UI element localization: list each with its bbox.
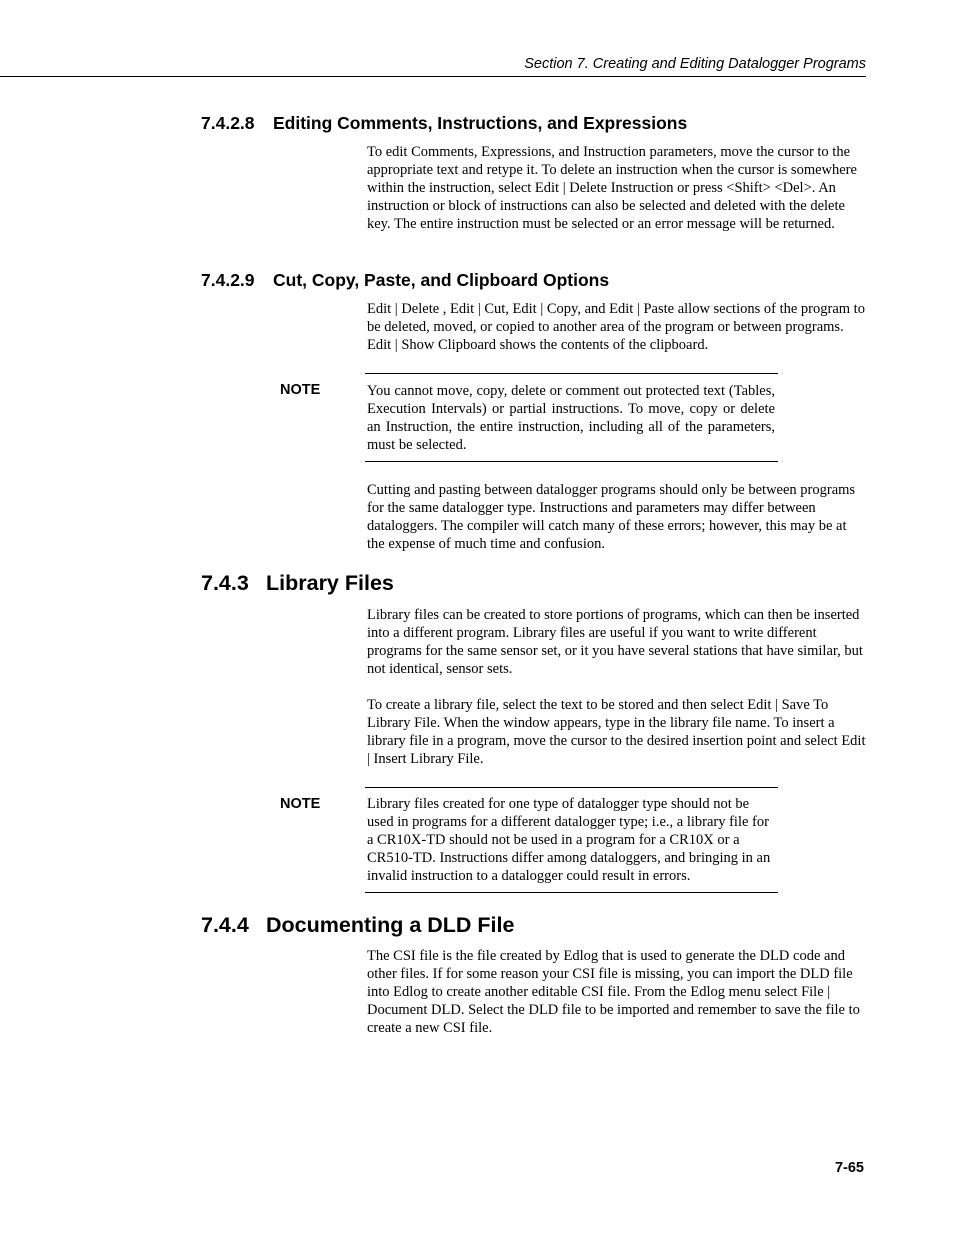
section-number: 7.4.2.8 <box>201 113 255 133</box>
heading-7-4-2-9 <box>201 270 609 291</box>
note-rule-bottom <box>365 461 778 462</box>
paragraph-library-intro: Library files can be created to store portions of programs, which can then be inserted into a different program. Library files are useful if you want to write different programs for the same sensor set, or it you have several stations that have similar, but not identical, sensor sets. <box>367 607 863 677</box>
section-title: Editing Comments, Instructions, and Expressions <box>273 113 688 133</box>
note-rule-top <box>365 787 778 788</box>
paragraph-editing: To edit Comments, Expressions, and Instruction parameters, move the cursor to the appropriate text and retype it. To delete an instruction when the cursor is somewhere within the instruction, select Edit | Delete Instruction or press <Shift> <Del>. An instruction or block of instructions can also be selected and deleted with the delete key. The entire instruction must be selected or an error message will be returned. <box>367 144 857 232</box>
note-rule-top <box>365 373 778 374</box>
page-number: 7-65 <box>834 1160 864 1176</box>
section-number: 7.4.2.9 <box>201 270 255 290</box>
paragraph-documenting-dld: The CSI file is the file created by Edlog that is used to generate the DLD code and other files. If for some reason your CSI file is missing, you can import the DLD file into Edlog to create another editable CSI file. From the Edlog menu select File | Document DLD. Select the DLD file to be imported and remember to save the file to create a new CSI file. <box>367 948 860 1036</box>
paragraph-library-create: To create a library file, select the text to be stored and then select Edit | Save To Library File. When the window appears, type in the library file name. To insert a library file in a program, move the cursor to the desired insertion point and select Edit | Insert Library File. <box>367 697 866 767</box>
page-header <box>0 54 866 77</box>
heading-7-4-2-8 <box>201 113 687 134</box>
note-text-protected: You cannot move, copy, delete or comment out protected text (Tables, Execution Intervals) or partial instructions. To move, copy or delete an Instruction, the entire instruction, including all of the parameters, must be selected. <box>367 383 775 453</box>
section-title: Documenting a DLD File <box>266 913 515 937</box>
heading-7-4-3 <box>201 571 394 596</box>
paragraph-cutting-pasting: Cutting and pasting between datalogger programs should only be between programs for the same datalogger type. Instructions and parameters may differ between dataloggers. The compiler will catch many of these errors; however, this may be at the expense of much time and confusion. <box>367 482 856 552</box>
paragraph-cut-copy-paste: Edit | Delete , Edit | Cut, Edit | Copy, and Edit | Paste allow sections of the program to be deleted, moved, or copied to another area of the program or between programs. Edit | Show Clipboard shows the contents of the clipboard. <box>367 301 865 353</box>
note-label: NOTE <box>280 382 321 398</box>
section-number: 7.4.3 <box>201 571 249 595</box>
note-text-library: Library files created for one type of datalogger type should not be used in programs for a different datalogger type; i.e., a library file for a CR10X-TD should not be used in a program for a CR10X or a CR510-TD. Instructions differ among dataloggers, and bringing in an invalid instruction to a datalogger could result in errors. <box>367 796 771 884</box>
section-title: Library Files <box>266 571 394 595</box>
section-title: Cut, Copy, Paste, and Clipboard Options <box>273 270 610 290</box>
note-rule-bottom <box>365 892 778 893</box>
section-number: 7.4.4 <box>201 913 249 937</box>
heading-7-4-4 <box>201 913 514 938</box>
header-title: Section 7. Creating and Editing Datalogger Programs <box>524 56 866 72</box>
note-label: NOTE <box>280 796 321 812</box>
